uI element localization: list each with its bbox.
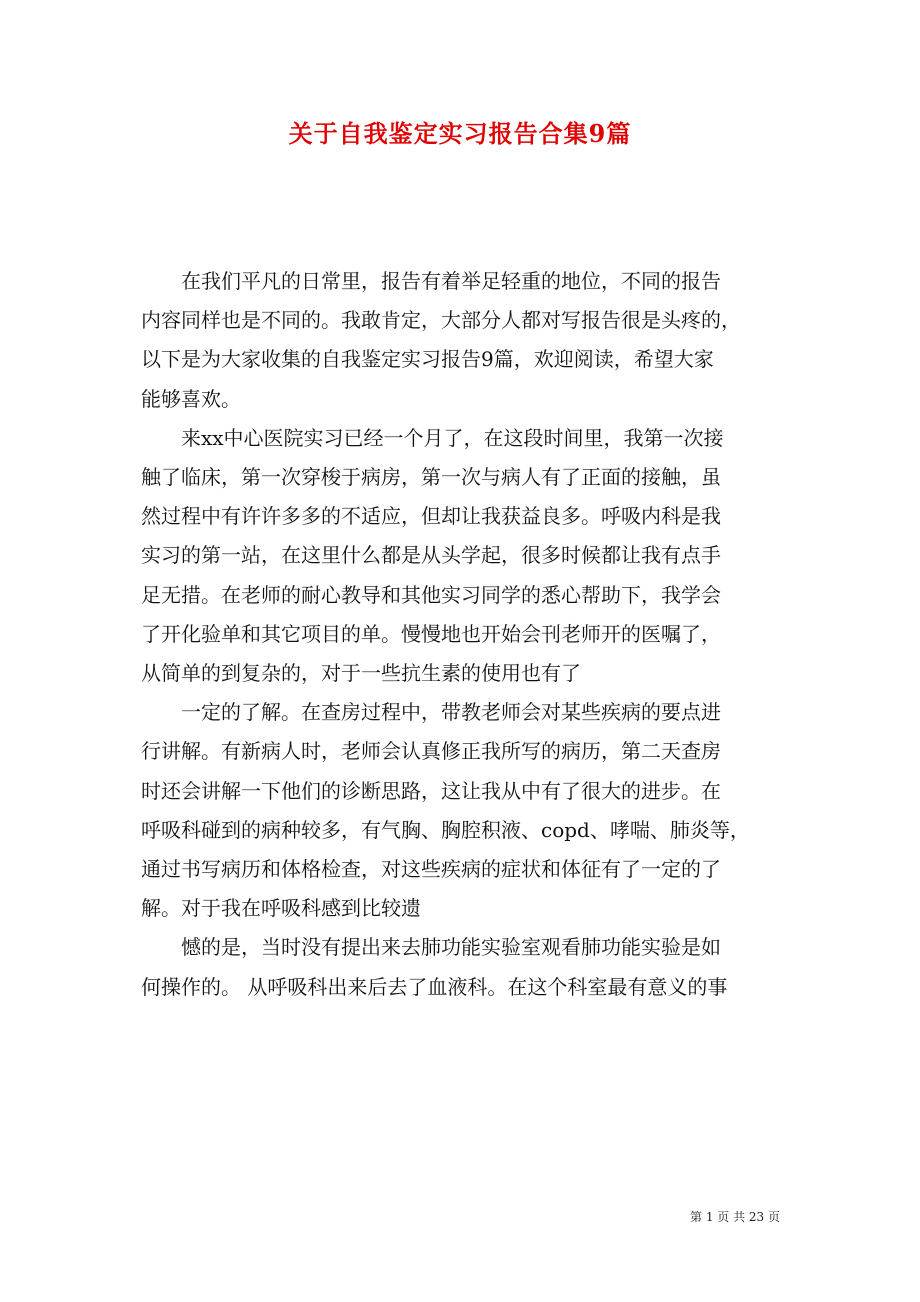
document-body [141, 262, 781, 1007]
paragraph-hospital-intro [141, 419, 781, 693]
text-line: 内容同样也是不同的。我敢肯定，大部分人都对写报告很是头疼的， [141, 308, 741, 333]
text-line: 一定的了解。在查房过程中，带教老师会对某些疾病的要点进 [181, 700, 721, 725]
text-line: 然过程中有许许多多的不适应，但却让我获益良多。呼吸内科是我 [141, 504, 721, 529]
text-line: 憾的是，当时没有提出来去肺功能实验室观看肺功能实验是如 [181, 935, 721, 960]
text-line: 能够喜欢。 [141, 386, 241, 411]
text-line: 通过书写病历和体格检查，对这些疾病的症状和体征有了一定的了 [141, 857, 721, 882]
paragraph-intro [141, 262, 781, 419]
text-line: 足无措。在老师的耐心教导和其他实习同学的悉心帮助下，我学会 [141, 582, 721, 607]
text-line: 来xx中心医院实习已经一个月了，在这段时间里，我第一次接 [181, 425, 724, 450]
paragraph-regret [141, 928, 781, 1006]
text-line: 行讲解。有新病人时，老师会认真修正我所写的病历，第二天查房 [141, 739, 721, 764]
paragraph-ward-rounds [141, 693, 781, 928]
page-number: 第 1 页 共 23 页 [690, 1210, 780, 1224]
text-line: 解。对于我在呼吸科感到比较遗 [141, 896, 421, 921]
text-line: 从简单的到复杂的，对于一些抗生素的使用也有了 [141, 661, 581, 686]
text-line: 在我们平凡的日常里，报告有着举足轻重的地位，不同的报告 [181, 269, 721, 293]
text-line: 何操作的。 从呼吸科出来后去了血液科。在这个科室最有意义的事 [141, 974, 728, 999]
text-line: 触了临床，第一次穿梭于病房，第一次与病人有了正面的接触，虽 [141, 465, 721, 490]
page-title: 关于自我鉴定实习报告合集9篇 [288, 119, 632, 148]
text-line: 时还会讲解一下他们的诊断思路，这让我从中有了很大的进步。在 [141, 778, 721, 803]
text-line: 了开化验单和其它项目的单。慢慢地也开始会刊老师开的医嘱了， [141, 621, 721, 646]
text-line: 实习的第一站，在这里什么都是从头学起，很多时候都让我有点手 [141, 543, 721, 568]
text-line: 以下是为大家收集的自我鉴定实习报告9篇，欢迎阅读，希望大家 [141, 347, 714, 372]
text-line: 呼吸科碰到的病种较多，有气胸、胸腔积液、copd、哮喘、肺炎等， [141, 817, 750, 842]
